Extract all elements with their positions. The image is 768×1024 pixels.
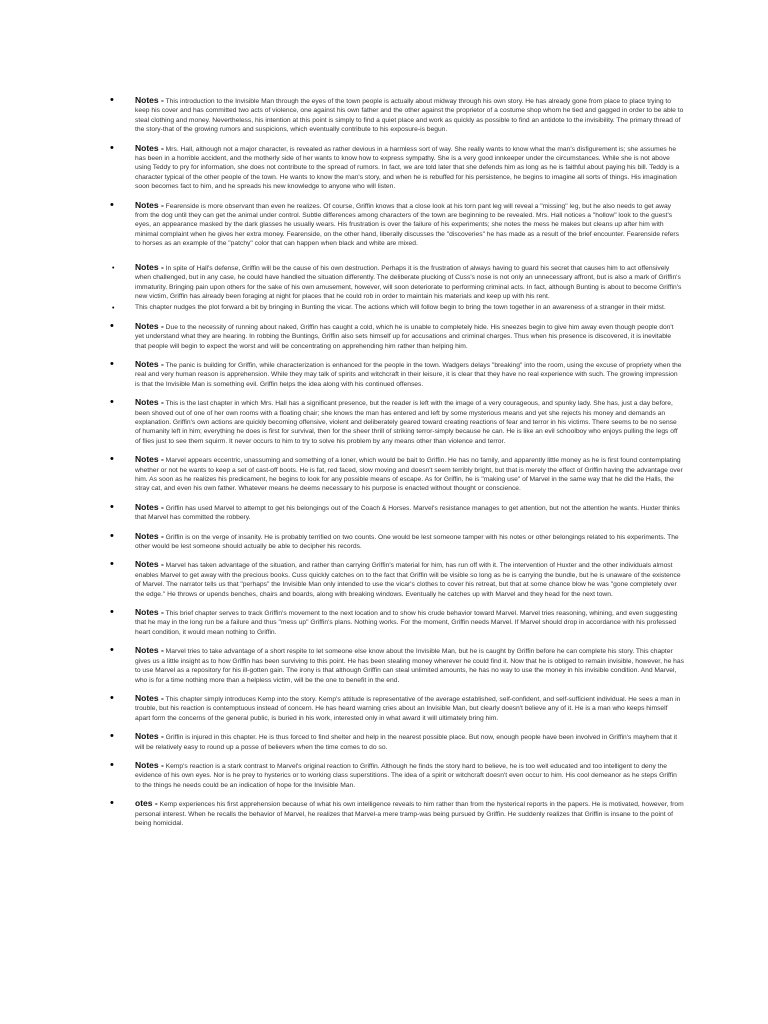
bullet-icon: •: [110, 198, 114, 211]
note-paragraph: [135, 608, 684, 637]
note-paragraph: [135, 144, 684, 192]
list-item: [110, 560, 684, 599]
note-label: Notes -: [135, 645, 164, 656]
note-paragraph: [135, 96, 684, 135]
notes-list: [110, 96, 684, 837]
note-paragraph: [135, 532, 684, 552]
bullet-icon: •: [110, 606, 114, 619]
list-item: [110, 691, 684, 723]
note-body: Griffin is injured in this chapter. He is thus forced to find shelter and help in the nearest possible place. But now, enough people have been involved in Griffin's mayhem that it will be relatively easy to round up a posse of believers when the time comes to do so.: [135, 734, 678, 751]
note-label: Notes -: [135, 358, 164, 369]
list-item: [110, 319, 684, 351]
list-item: [110, 646, 684, 685]
note-body: Marvel tries to take advantage of a short respite to let someone else know about the Invisible Man, but he is caught by Griffin before he can complete his story. This chapter gives us a little insight as to how Griffin has been surviving to this point. He has been stealing money wherever he could find it. Now that he is obliged to remain invisible, however, he has to use Marvel as a repository for his ill-gotten gain. The irony is that although Griffin can steal unlimited amounts, he has no way to use the money in his invisible condition. And Marvel, who is for a time nothing more than a helpless victim, will be the one to benefit in the end.: [135, 648, 684, 684]
note-body: Due to the necessity of running about naked, Griffin has caught a cold, which he is unable to completely hide. His sneezes begin to give him away even though people don't yet understand what they are hearing. In robbing the Buntings, Griffin also sets himself up for accusations and criminal charges. Thus when his presence is discovered, it is inevitable that people will begin to expect the worst and will be concentrating on apprehending him rather than helping him.: [135, 323, 674, 350]
note-paragraph: [135, 303, 684, 312]
bullet-icon: •: [110, 558, 114, 571]
note-paragraph: [135, 455, 684, 494]
note-label: Notes -: [135, 731, 164, 742]
note-body: This brief chapter serves to track Griffin's movement to the next location and to show his crude behavior toward Marvel. Marvel tries reasoning, whining, and even suggesting that he may in the long run be a failure and thus "mess up" Griffin's plans. Nothing works. For the moment, Griffin needs Marvel. If Marvel should drop in accordance with his professed heart condition, it would mean nothing to Griffin.: [135, 610, 678, 636]
bullet-icon: •: [110, 357, 114, 370]
bullet-icon: •: [112, 305, 115, 313]
bullet-icon: •: [110, 500, 114, 513]
note-body: Griffin is on the verge of insanity. He is probably terrified on two counts. One would be lest someone tamper with his notes or other belongings related to his experiments. The other would be lest someone should actually be able to decipher his records.: [135, 533, 679, 551]
note-label: Notes -: [135, 95, 164, 105]
bullet-icon: •: [110, 453, 114, 466]
bullet-icon: •: [110, 141, 114, 154]
note-body: The panic is building for Griffin, while characterization is enhanced for the people in the town. Wadgers delays "breaking" into the room, using the excuse of propriety when the real and very human reason is apprehension. While they may talk of spirits and witchcraft in their leisure, it is clear that they have no real experience with such. The growing impression is that the Invisible Man is something evil. Griffin helps the idea along with his continued offenses.: [135, 361, 682, 388]
list-item: [110, 263, 684, 302]
note-paragraph: [135, 503, 684, 523]
note-paragraph: [135, 398, 684, 446]
note-label: Notes -: [135, 530, 164, 541]
note-body: Mrs. Hall, although not a major character, is revealed as rather devious in a harmless sort of way. She really wants to know what the man's disfigurement is; she assumes he has been in a horrible accident, and the motherly side of her wants to know how to express sympathy. She is a very good innkeeper under the circumstances. While she is not above using Teddy to pry for information, she does not contribute to the spread of rumors. In fact, we are told later that she defends him as long as he is faithful about paying his bill. Teddy is a character typical of the other people of the town. He wants to know the man's story, and when he is rebuffed for his persistence, he begins to imagine all sorts of things. His imagination soon becomes fact to him, and he spreads his new knowledge to anyone who will listen.: [135, 145, 680, 191]
bullet-icon: •: [110, 396, 114, 409]
note-label: Notes -: [135, 692, 164, 703]
list-item: [110, 732, 684, 752]
note-paragraph: [135, 799, 684, 828]
note-label: Notes -: [135, 320, 164, 331]
bullet-icon: •: [110, 691, 114, 704]
note-label: Notes -: [135, 501, 164, 512]
note-paragraph: [135, 360, 684, 389]
note-label: otes -: [135, 798, 158, 809]
note-body: Fearenside is more observant than even he realizes. Of course, Griffin knows that a close look at his torn pant leg will reveal a "missing" leg, but he also needs to get away from the dog until they can get the animal under control. Subtle differences among characters of the town are beginning to be revealed. Mrs. Hall notices a "hollow" look to the guest's eyes, an appearance masked by the dark glasses he usually wears. His frustration is over the failure of his experiments; she notes the mess he makes but cleans up after him with minimal complaint when he gives her extra money. Fearenside, on the other hand, liberally discusses the "discoveries" he has made as a result of the brief encounter. Fearenside refers to horses as an example of the "patchy" color that can happen when black and white are mixed.: [135, 202, 679, 248]
note-label: Notes -: [135, 261, 164, 272]
note-label: Notes -: [135, 559, 164, 570]
note-label: Notes -: [135, 759, 164, 770]
bullet-icon: •: [112, 264, 115, 272]
note-body: In spite of Hall's defense, Griffin will be the cause of his own destruction. Perhaps it is the frustration of always having to guard his secret that causes him to act offensively when challenged, but in any case, he could have handled the situation differently. The deliberate plucking of Cuss's nose is not only an unnecessary affront, but is also a mark of Griffin's immaturity. Bringing pain upon others for the sake of his own amusement, however, will soon deteriorate to performing criminal acts. In fact, although Bunting is about to become Griffin's new victim, Griffin has already been foraging at night for places that he could rob in order to maintain his materials and keep up with his rent.: [135, 264, 682, 300]
note-body: Marvel appears eccentric, unassuming and something of a loner, which would be bait to Griffin. He has no family, and apparently little money as he is first found contemplating whether or not he wants to keep a set of cast-off boots. He is fat, red faced, slow moving and doesn't seem terribly bright, but that is merely the effect of Griffin having the advantage over him. As soon as he realizes his predicament, he begins to look for any possible means of escape. As for Griffin, he is "making use" of Marvel in the same way that he did the Halls, the stray cat, and even his own father. Whatever means he deems necessary to his purpose is enacted without thought or conscience.: [135, 457, 683, 493]
note-label: Notes -: [135, 397, 164, 408]
note-paragraph: [135, 560, 684, 599]
list-item: [110, 455, 684, 494]
note-body: This introduction to the Invisible Man through the eyes of the town people is actually about midway through his own story. He has already gone from place to place trying to keep his cover and has committed two acts of violence, one against his own father and the other against the proprietor of a costume shop whom he tied and gagged in order to be able to steal clothing and money. Nevertheless, his intention at this point is simply to find a quiet place and work as quickly as possible to find an antidote to the invisibility. The primary thread of the story-that of the growing rumors and suspicions, which eventually contribute to his exposure-is begun.: [135, 98, 684, 134]
bullet-icon: •: [110, 758, 114, 771]
list-item: [110, 141, 684, 192]
list-item: [110, 357, 684, 389]
note-paragraph: [135, 694, 684, 723]
bullet-icon: •: [110, 319, 114, 332]
note-body: This chapter simply introduces Kemp into the story. Kemp's attitude is representative of the average established, self-confident, and self-sufficient individual. He sees a man in trouble, but his reaction is contemptuous instead of concern. He has heard warning cries about an Invisible Man, but clearly doesn't believe any of it. He is a man who keeps himself apart form the concerns of the general public, is buried in his work, interested only in what award it will ultimately bring him.: [135, 695, 681, 722]
bullet-icon: •: [110, 529, 114, 542]
note-paragraph: [135, 761, 684, 790]
note-paragraph: [135, 201, 684, 249]
note-paragraph: [135, 322, 684, 351]
list-item: [110, 529, 684, 552]
bullet-icon: •: [110, 797, 114, 810]
note-label: Notes -: [135, 142, 164, 153]
note-label: Notes -: [135, 454, 164, 465]
list-item: [110, 398, 684, 446]
note-paragraph: [135, 263, 684, 302]
note-body: This chapter nudges the plot forward a bit by bringing in Bunting the vicar. The actions which will follow begin to bring the town together in an awareness of a stranger in their midst.: [135, 304, 666, 312]
bullet-icon: •: [110, 730, 114, 743]
bullet-icon: •: [110, 644, 114, 657]
note-body: This is the last chapter in which Mrs. Hall has a significant presence, but the reader is left with the image of a very courageous, and spunky lady. She has, just a day before, been shoved out of one of her own rooms with a floating chair; she knows the man has entered and left by some mysterious means and yet she rejects his money and demands an explanation. Griffin's own actions are quickly becoming offensive, violent and deliberately geared toward creating reactions of fear and terror in his victims. There seems to be no sense of humanity left in him; everything he does is first for survival, then for the sheer thrill of striking terror-simply because he can. He is like an evil schoolboy who enjoys pulling the legs off of flies just to see them squirm. It never occurs to him to try to solve his problem by any means other than violence and terror.: [135, 400, 678, 445]
list-item: [110, 96, 684, 135]
list-item: [110, 608, 684, 637]
note-label: Notes -: [135, 199, 164, 210]
note-paragraph: [135, 646, 684, 685]
note-body: Kemp's reaction is a stark contrast to Marvel's original reaction to Griffin. Although he finds the story hard to believe, he is too well educated and too intelligent to deny the evidence of his own eyes. Nor is he prey to hysterics or to working class superstitions. The idea of a spirit or witchcraft doesn't even occur to him. His cool demeanor as he steps Griffin to the things he needs could be an indication of hope for the Invisible Man.: [135, 762, 677, 789]
bullet-icon: •: [110, 94, 114, 106]
list-item: [110, 303, 684, 312]
note-body: Griffin has used Marvel to attempt to get his belongings out of the Coach & Horses. Marvel's resistance manages to get attention, but not the attention he wants. Huxter thinks that Marvel has committed the robbery.: [135, 504, 680, 522]
list-item: [110, 799, 684, 828]
list-item: [110, 758, 684, 790]
note-body: Kemp experiences his first apprehension because of what his own intelligence reveals to him rather than from the hysterical reports in the papers. He is motivated, however, from personal interest. When he recalls the behavior of Marvel, he realizes that Marvel-a mere tramp-was being pursued by Griffin. He suddenly realizes that Griffin is insane to the point of being homicidal.: [135, 801, 684, 827]
note-paragraph: [135, 732, 684, 752]
list-item: [110, 198, 684, 249]
list-item: [110, 500, 684, 523]
note-label: Notes -: [135, 607, 164, 618]
note-body: Marvel has taken advantage of the situation, and rather than carrying Griffin's material for him, has run off with it. The intervention of Huxter and the other individuals almost enables Marvel to get away with the precious books. Cuss quickly catches on to the fact that Griffin will be visible so long as he is carrying the bundle, but he is unaware of the existence of Marvel. The narrator tells us that "perhaps" the Invisible Man only intended to use the vicar's clothes to cover his retreat, but that at some chance blow he was "gone completely over the edge." He throws or upends benches, chairs and boards, along with breaking windows. Eventually he catches up with Marvel and they head for the next town.: [135, 562, 681, 598]
